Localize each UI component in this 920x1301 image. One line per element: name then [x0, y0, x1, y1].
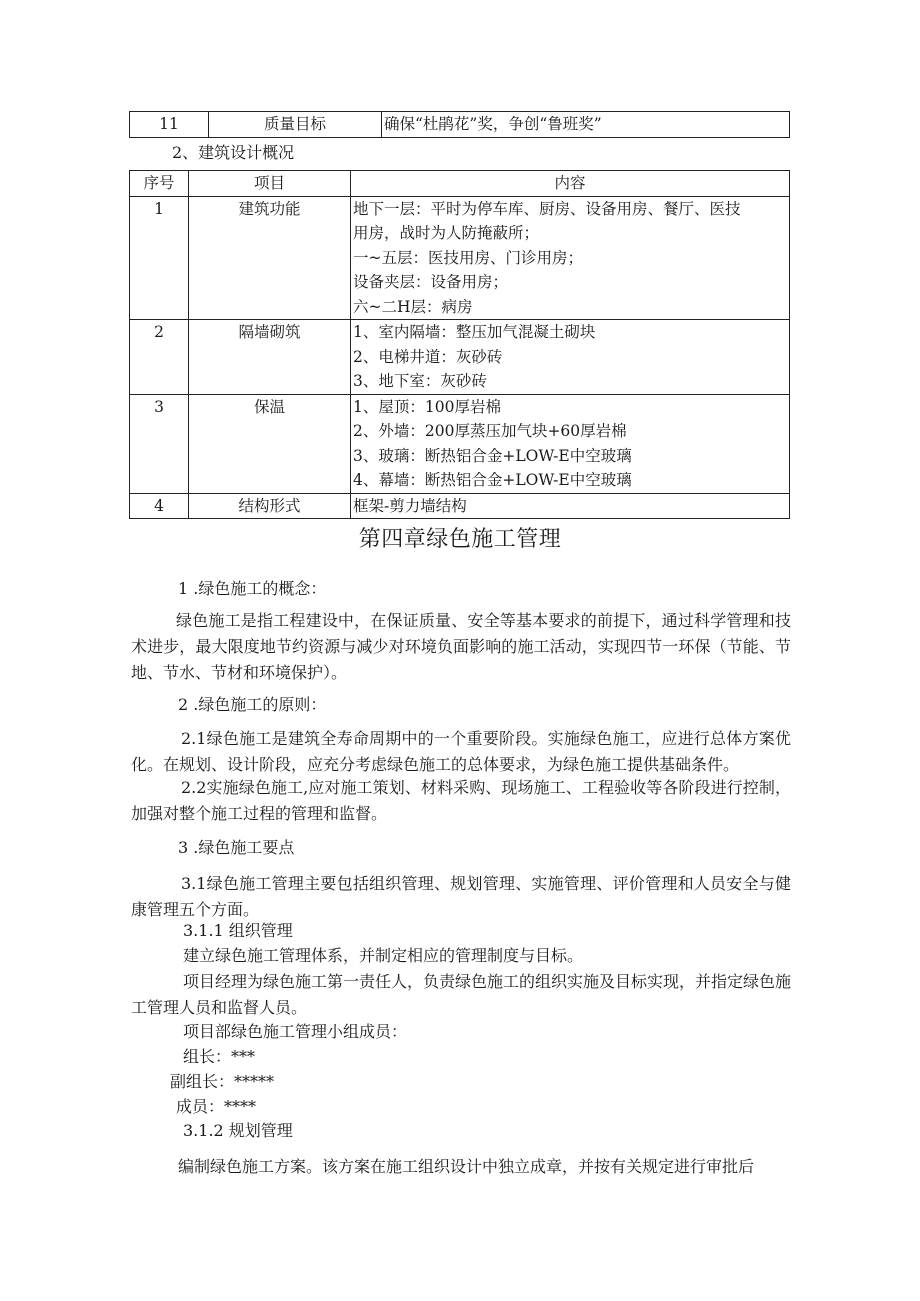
cell-item: 隔墙砌筑 — [189, 320, 351, 395]
leader-line: 组长：*** — [183, 1047, 256, 1066]
cell-no: 2 — [130, 320, 189, 395]
content-line: 设备夹层：设备用房； — [353, 273, 509, 291]
cell-no: 1 — [130, 196, 189, 320]
header-content: 内容 — [351, 171, 790, 197]
content-line: 3、地下室：灰砂砖 — [353, 372, 487, 390]
content-line: 地下一层：平时为停车库、厨房、设备用房、餐厅、医技 — [353, 199, 741, 218]
members-line: 成员：**** — [176, 1097, 257, 1116]
cell-no: 4 — [130, 493, 189, 519]
paragraph-key-points-3-1: 3.1绿色施工管理主要包括组织管理、规划管理、实施管理、评价管理和人员安全与健康管理五个方面。 — [131, 874, 791, 919]
content-line: 4、幕墙：断热铝合金+LOW-E中空玻璃 — [353, 471, 632, 489]
content-line: 一~五层：医技用房、门诊用房； — [353, 248, 583, 267]
cell-content: 确保“杜鹃花”奖，争创“鲁班奖” — [382, 112, 790, 138]
chapter-title: 第四章绿色施工管理 — [358, 527, 562, 552]
section-title: 2、建筑设计概况 — [172, 143, 295, 162]
content-line: 2、外墙：200厚蒸压加气块+60厚岩棉 — [353, 422, 627, 440]
paragraph-planning: 编制绿色施工方案。该方案在施工组织设计中独立成章，并按有关规定进行审批后 — [178, 1157, 755, 1176]
cell-content — [351, 493, 790, 519]
paragraph-organization-a: 建立绿色施工管理体系，并制定相应的管理制度与目标。 — [183, 946, 584, 965]
cell-item: 保温 — [189, 394, 351, 493]
table-row — [130, 394, 790, 493]
content-line: 用房，战时为人防掩蔽所； — [353, 224, 540, 242]
cell-no: 3 — [130, 394, 189, 493]
table-row — [130, 493, 790, 519]
paragraph-principle-2-2: 2.2实施绿色施工,应对施工策划、材料采购、现场施工、工程验收等各阶段进行控制，加强对整个施工过程的管理和监督。 — [131, 778, 791, 823]
content-line: 六~二H层：病房 — [353, 297, 473, 316]
cell-item: 建筑功能 — [189, 196, 351, 320]
heading-key-points: 3 .绿色施工要点 — [178, 838, 295, 857]
cell-no: 11 — [130, 112, 209, 138]
paragraph-concept: 绿色施工是指工程建设中，在保证质量、安全等基本要求的前提下，通过科学管理和技术进步，最大限度地节约资源与减少对环境负面影响的施工活动，实现四节一环保（节能、节地、节水、节材和环境保护）。 — [131, 611, 791, 682]
deputy-line: 副组长：***** — [170, 1072, 275, 1091]
cell-content — [351, 394, 790, 493]
paragraph-organization-b: 项目经理为绿色施工第一责任人，负责绿色施工的组织实施及目标实现，并指定绿色施工管理人员和监督人员。 — [131, 972, 792, 1017]
content-line: 3、玻璃：断热铝合金+LOW-E中空玻璃 — [353, 446, 632, 465]
table-header-row — [130, 171, 790, 197]
table-row — [130, 320, 790, 395]
quality-table — [129, 111, 790, 138]
content-line: 2、电梯井道：灰砂砖 — [353, 347, 503, 366]
paragraph-organization-c: 项目部绿色施工管理小组成员： — [183, 1022, 408, 1041]
paragraph-principle-2-1: 2.1绿色施工是建筑全寿命周期中的一个重要阶段。实施绿色施工，应进行总体方案优化。在规划、设计阶段，应充分考虑绿色施工的总体要求，为绿色施工提供基础条件。 — [131, 729, 791, 774]
header-no: 序号 — [130, 171, 189, 197]
heading-principle: 2 .绿色施工的原则： — [178, 695, 327, 714]
content-line: 1、屋顶：100厚岩棉 — [353, 397, 501, 416]
heading-concept: 1 .绿色施工的概念： — [178, 579, 327, 598]
header-item: 项目 — [189, 171, 351, 197]
design-table — [129, 170, 790, 519]
cell-content — [351, 196, 790, 320]
content-line: 框架-剪力墙结构 — [353, 496, 467, 515]
cell-content — [351, 320, 790, 395]
cell-item: 结构形式 — [189, 493, 351, 519]
heading-planning: 3.1.2 规划管理 — [183, 1121, 293, 1140]
cell-item: 质量目标 — [209, 112, 382, 138]
table-row — [130, 196, 790, 320]
content-line: 1、室内隔墙：整压加气混凝土砌块 — [353, 323, 596, 341]
heading-organization: 3.1.1 组织管理 — [183, 921, 293, 940]
table-row — [130, 112, 790, 138]
